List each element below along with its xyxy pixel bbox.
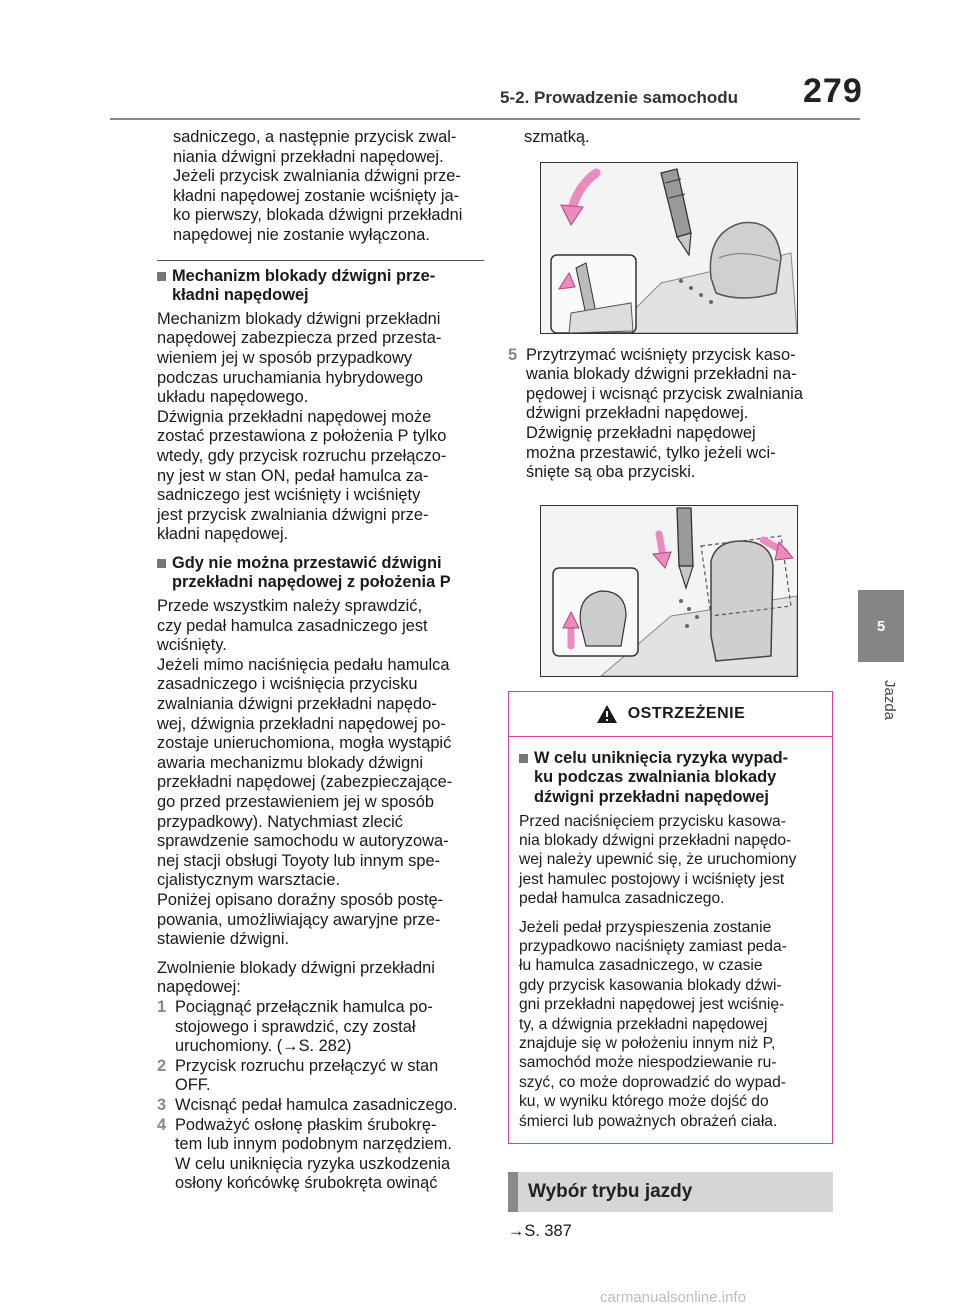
- text-line: Przytrzymać wciśnięty przycisk kaso-: [526, 345, 796, 364]
- text-line: przypadkowo naciśnięty zamiast peda-: [519, 937, 787, 955]
- text-line: samochód może niespodziewanie ru-: [519, 1054, 777, 1072]
- text-line: sadniczego, a następnie przycisk zwal-: [173, 128, 457, 146]
- text-line: czy pedał hamulca zasadniczego jest: [157, 616, 428, 635]
- page-reference-link[interactable]: uruchomiony. (→S. 282): [175, 1037, 352, 1056]
- text-line: Pociągnąć przełącznik hamulca po-: [175, 997, 433, 1016]
- heading-lock-mechanism: [157, 267, 484, 306]
- lock-mechanism-paragraph: [157, 310, 484, 545]
- left-column: [157, 128, 484, 1194]
- text-line: niania dźwigni przekładni napędowej.: [173, 147, 444, 166]
- step-number: 4: [157, 1115, 167, 1134]
- text-line: Wcisnąć pedał hamulca zasadniczego.: [175, 1095, 458, 1114]
- text-line: wciśnięty.: [157, 636, 227, 655]
- text-line: przekładni napędowej (zabezpieczające-: [157, 773, 453, 792]
- figure-screwdriver-cover: [540, 162, 798, 334]
- text-line: zwalniania dźwigni przekładni napędo-: [157, 695, 437, 714]
- text-line: Przed naciśnięciem przycisku kasowa-: [519, 812, 786, 830]
- header-divider: [110, 118, 860, 120]
- cannot-shift-paragraph: [157, 597, 484, 950]
- text-line: łu hamulca zasadniczego, w czasie: [519, 957, 763, 975]
- text-line: napędowej nie zostanie wyłączona.: [173, 225, 430, 244]
- text-line: pędowej i wcisnąć przycisk zwalniania: [526, 384, 803, 403]
- chapter-label: Jazda: [881, 680, 898, 721]
- text-line: kładni napędowej.: [157, 525, 289, 544]
- text-line: ku, w wyniku którego może dojść do: [519, 1093, 769, 1111]
- text-line: przypadkowy). Natychmiast zlecić: [157, 812, 403, 831]
- heading-line: dźwigni przekładni napędowej: [534, 787, 769, 806]
- square-bullet-icon: [519, 754, 528, 763]
- chapter-tab[interactable]: [858, 590, 904, 662]
- page-number: 279: [803, 72, 863, 110]
- section-divider: [157, 260, 484, 261]
- text-line: gdy przycisk kasowania blokady dźwi-: [519, 976, 782, 994]
- text-line: wania blokady dźwigni przekładni na-: [526, 365, 797, 384]
- text-line: napędowej:: [157, 978, 241, 997]
- text-line: wej należy upewnić się, że uruchomiony: [519, 851, 797, 869]
- heading-line: ku podczas zwalniania blokady: [534, 768, 777, 787]
- text-line: tem lub innym podobnym narzędziem.: [175, 1135, 452, 1154]
- figure-release-buttons: [540, 505, 798, 677]
- text-line: zostaje unieruchomiona, mogła wystąpić: [157, 734, 452, 753]
- step-number: 3: [157, 1095, 167, 1114]
- text-line: wej, dźwignia przekładni napędowej po-: [157, 714, 446, 733]
- watermark: carmanualsonline.info: [600, 1289, 746, 1306]
- right-column: [508, 128, 833, 1242]
- text-line: nia blokady dźwigni przekładni napędo-: [519, 831, 792, 849]
- warning-paragraph-1: [519, 812, 822, 909]
- intro-paragraph: [157, 128, 484, 246]
- heading-line: przekładni napędowej z położenia P: [172, 573, 451, 592]
- square-bullet-icon: [157, 559, 166, 568]
- chapter-number: 5: [876, 617, 886, 635]
- text-line: Podważyć osłonę płaskim śrubokrę-: [175, 1115, 437, 1134]
- text-line: pedał hamulca zasadniczego.: [519, 890, 725, 908]
- text-line: wieniem jej w sposób przypadkowy: [157, 348, 413, 367]
- text-line: powania, umożliwiający awaryjne prze-: [157, 910, 441, 929]
- text-line: Jeżeli pedał przyspieszenia zostanie: [519, 918, 772, 936]
- text-line: śmierci lub poważnych obrażeń ciała.: [519, 1112, 778, 1130]
- text-line: Zwolnienie blokady dźwigni przekładni: [157, 958, 435, 977]
- drive-mode-title: Wybór trybu jazdy: [528, 1181, 693, 1203]
- text-line: sadniczego jest wciśnięty i wciśnięty: [157, 486, 421, 505]
- step-number: 5: [508, 345, 518, 364]
- text-line: zasadniczego i wciśnięcia przycisku: [157, 675, 418, 694]
- text-line: Przede wszystkim należy sprawdzić,: [157, 597, 423, 616]
- text-line: Jeżeli mimo naciśnięcia pedału hamulca: [157, 655, 450, 674]
- warning-header: [509, 692, 832, 737]
- heading-line: Gdy nie można przestawić dźwigni: [172, 553, 442, 572]
- text-line: znajduje się w położeniu innym niż P,: [519, 1035, 776, 1052]
- step-2: [157, 1057, 484, 1096]
- warning-body: [509, 737, 832, 1143]
- warning-heading: [519, 749, 822, 808]
- warning-paragraph-2: [519, 918, 822, 1131]
- square-bullet-icon: [157, 272, 166, 281]
- warning-box: [508, 691, 833, 1144]
- release-intro-paragraph: [157, 959, 484, 998]
- heading-cannot-shift: [157, 554, 484, 593]
- drive-mode-heading: [508, 1172, 833, 1212]
- text-line: osłony końcówkę śrubokręta owinąć: [175, 1174, 438, 1193]
- text-line: jest przycisk zwalniania dźwigni prze-: [157, 505, 429, 524]
- page-reference-link[interactable]: →S. 387: [508, 1222, 572, 1241]
- text-line: stawienie dźwigni.: [157, 930, 290, 949]
- text-line: kładni napędowej zostanie wciśnięty ja-: [173, 186, 460, 205]
- text-line: Jeżeli przycisk zwalniania dźwigni prze-: [173, 167, 461, 186]
- text-line: dźwigni przekładni napędowej.: [526, 404, 749, 423]
- text-line: ny jest w stan ON, pedał hamulca za-: [157, 466, 429, 485]
- text-line: stojowego i sprawdzić, czy został: [175, 1017, 416, 1036]
- step-number: 1: [157, 997, 167, 1016]
- text-line: można przestawić, tylko jeżeli wci-: [526, 443, 776, 462]
- text-line: Mechanizm blokady dźwigni przekładni: [157, 309, 441, 328]
- text-line: podczas uruchamiania hybrydowego: [157, 368, 424, 387]
- warning-triangle-icon: [596, 704, 618, 724]
- heading-line: W celu uniknięcia ryzyka wypad-: [534, 748, 789, 767]
- step-3: [157, 1096, 484, 1116]
- text-line: ty, a dźwignia przekładni napędowej: [519, 1015, 768, 1033]
- text-line: jest hamulec postojowy i wciśnięty jest: [519, 870, 785, 888]
- step-4: [157, 1116, 484, 1194]
- warning-title: OSTRZEŻENIE: [627, 704, 746, 722]
- text-line: Dźwignię przekładni napędowej: [526, 423, 756, 442]
- step-1: [157, 998, 484, 1057]
- text-line: Poniżej opisano doraźny sposób postę-: [157, 890, 444, 909]
- heading-line: kładni napędowej: [172, 286, 309, 305]
- section-title: 5-2. Prowadzenie samochodu: [500, 88, 739, 107]
- shift-lever-cover-illustration: [541, 163, 797, 333]
- text-line: Dźwignia przekładni napędowej może: [157, 407, 432, 426]
- heading-line: Mechanizm blokady dźwigni prze-: [172, 266, 436, 285]
- text-line: układu napędowego.: [157, 388, 309, 407]
- text-line: sprawdzenie samochodu w autoryzowa-: [157, 832, 449, 851]
- text-line: napędowej zabezpiecza przed przesta-: [157, 329, 442, 348]
- text-line: cjalistycznym warsztacie.: [157, 871, 341, 890]
- text-line: go przed przestawieniem jej w sposób: [157, 793, 434, 811]
- shift-lever-release-illustration: [541, 506, 797, 676]
- continued-text: szmatką.: [524, 128, 590, 146]
- text-line: W celu uniknięcia ryzyka uszkodzenia: [175, 1154, 451, 1173]
- text-line: gni przekładni napędowej jest wciśnię-: [519, 996, 785, 1014]
- text-line: OFF.: [175, 1076, 211, 1095]
- text-line: ko pierwszy, blokada dźwigni przekładni: [173, 206, 463, 225]
- text-line: wtedy, gdy przycisk rozruchu przełączo-: [157, 446, 447, 465]
- text-line: zostać przestawiona z położenia P tylko: [157, 427, 447, 446]
- text-line: szyć, co może doprowadzić do wypad-: [519, 1073, 786, 1091]
- step-5: [508, 346, 833, 483]
- step-number: 2: [157, 1056, 167, 1075]
- text-line: śnięte są oba przyciski.: [526, 463, 696, 482]
- text-line: Przycisk rozruchu przełączyć w stan: [175, 1056, 439, 1075]
- text-line: awaria mechanizmu blokady dźwigni: [157, 753, 424, 772]
- text-line: nej stacji obsługi Toyoty lub innym spe-: [157, 851, 441, 870]
